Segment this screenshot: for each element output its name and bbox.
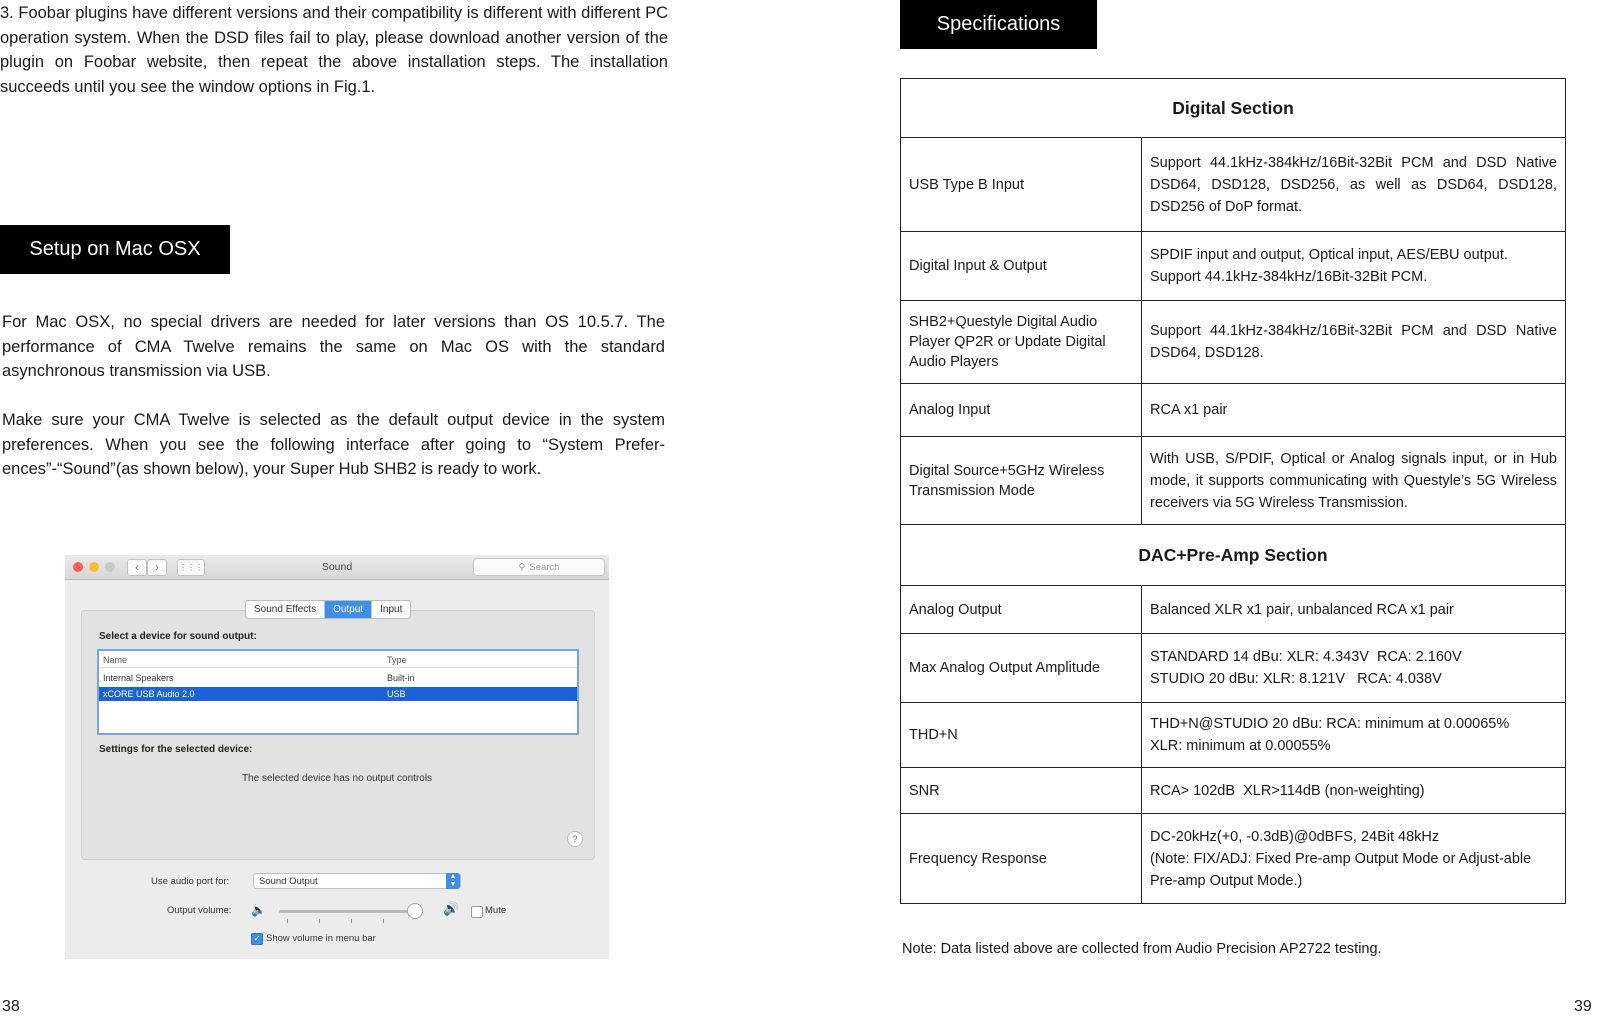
forward-chevron-icon: › <box>147 559 167 576</box>
audio-port-label: Use audio port for: <box>151 876 230 887</box>
search-icon: ⚲ <box>518 561 526 573</box>
spec-label: Digital Input & Output <box>901 232 1142 301</box>
section-label-specifications: Specifications <box>900 0 1097 49</box>
page-number-left: 38 <box>2 998 20 1015</box>
table-row <box>901 703 1566 768</box>
device-type: Built-in <box>387 673 415 683</box>
back-chevron-icon: ‹ <box>127 559 147 576</box>
column-name: Name <box>103 655 128 665</box>
spec-value-line: STANDARD 14 dBu: XLR: 4.343V RCA: 2.160V <box>1150 649 1462 665</box>
volume-slider-knob <box>407 903 423 919</box>
spec-value: With USB, S/PDIF, Optical or Analog signals input, or in Hub mode, it supports communicating with Questyle’s 5G Wireless receivers via 5G Wireless Transmission. <box>1142 437 1566 525</box>
help-icon: ? <box>567 831 583 847</box>
mac-paragraph-2: Make sure your CMA Twelve is selected as the default output device in the system preferences. When you see the following interface after going to “System Prefer-ences”-“Sound”(as shown below), your Super Hub SHB2 is ready to work. <box>2 411 665 478</box>
volume-slider-track <box>279 910 421 913</box>
spec-label: Frequency Response <box>901 814 1142 904</box>
table-row <box>901 79 1566 138</box>
tab-output: Output <box>325 601 372 618</box>
spec-value: RCA> 102dB XLR>114dB (non-weighting) <box>1142 768 1566 814</box>
audio-port-select <box>253 873 461 889</box>
spec-value-line: THD+N@STUDIO 20 dBu: RCA: minimum at 0.00065% <box>1150 716 1510 732</box>
settings-panel <box>81 610 595 860</box>
spec-label: Analog Output <box>901 586 1142 634</box>
spec-value <box>1142 634 1566 703</box>
specifications-table <box>900 78 1566 904</box>
spec-value: Support 44.1kHz-384kHz/16Bit-32Bit PCM and DSD Native DSD64, DSD128. <box>1142 301 1566 384</box>
spec-label: Digital Source+5GHz Wireless Transmission Mode <box>901 437 1142 525</box>
spec-label: USB Type B Input <box>901 138 1142 232</box>
settings-label: Settings for the selected device: <box>99 744 253 755</box>
spec-value-line: STUDIO 20 dBu: XLR: 8.121V RCA: 4.038V <box>1150 671 1442 687</box>
spec-value-line: (Note: FIX/ADJ: Fixed Pre-amp Output Mode or Adjust-able Pre-amp Output Mode.) <box>1150 850 1532 889</box>
spec-label: SNR <box>901 768 1142 814</box>
mac-paragraph-1: For Mac OSX, no special drivers are needed for later versions than OS 10.5.7. The performance of CMA Twelve remains the same on Mac OS with the standard asynchronous transmission via USB. <box>2 313 665 380</box>
sound-tabs <box>245 600 411 619</box>
list-item <box>99 671 577 685</box>
dac-section-title: DAC+Pre-Amp Section <box>901 525 1566 586</box>
select-arrows-icon: ▲ ▼ <box>446 873 460 889</box>
table-row <box>901 384 1566 437</box>
mute-checkbox <box>471 906 483 918</box>
speaker-low-icon: 🔈 <box>251 903 266 917</box>
audio-port-value: Sound Output <box>259 876 318 887</box>
device-list-header <box>99 653 577 668</box>
table-row <box>901 586 1566 634</box>
list-item-selected <box>99 687 577 701</box>
show-volume-label: Show volume in menu bar <box>266 933 376 944</box>
table-row <box>901 634 1566 703</box>
spec-value <box>1142 814 1566 904</box>
select-device-label: Select a device for sound output: <box>99 631 257 642</box>
sound-preferences-screenshot <box>65 555 609 959</box>
show-volume-checkbox: ✓ <box>251 933 263 945</box>
table-row <box>901 301 1566 384</box>
mute-label: Mute <box>485 905 507 916</box>
search-field <box>473 558 605 576</box>
slider-tick <box>319 919 320 923</box>
slider-tick <box>351 919 352 923</box>
digital-section-title: Digital Section <box>901 79 1566 138</box>
slider-tick <box>287 919 288 923</box>
spec-label: Analog Input <box>901 384 1142 437</box>
table-row <box>901 814 1566 904</box>
spec-label: THD+N <box>901 703 1142 768</box>
table-row <box>901 768 1566 814</box>
table-row <box>901 437 1566 525</box>
search-placeholder: Search <box>529 561 560 573</box>
device-list <box>97 649 579 735</box>
spec-value-line: DC-20kHz(+0, -0.3dB)@0dBFS, 24Bit 48kHz <box>1150 828 1440 845</box>
device-name: Internal Speakers <box>103 673 174 683</box>
spec-value: Balanced XLR x1 pair, unbalanced RCA x1 pair <box>1142 586 1566 634</box>
spec-label: Max Analog Output Amplitude <box>901 634 1142 703</box>
spec-label: SHB2+Questyle Digital Audio Player QP2R or Update Digital Audio Players <box>901 301 1142 384</box>
testing-note: Note: Data listed above are collected from Audio Precision AP2722 testing. <box>902 941 1382 957</box>
section-label-mac-setup: Setup on Mac OSX <box>0 225 230 274</box>
spec-value: SPDIF input and output, Optical input, AES/EBU output. Support 44.1kHz-384kHz/16Bit-32Bit PCM. <box>1142 232 1566 301</box>
grid-icon: ⋮⋮⋮ <box>177 559 205 576</box>
page-number-right: 39 <box>1574 998 1592 1015</box>
window-titlebar <box>65 555 609 580</box>
no-output-controls-text: The selected device has no output controls <box>241 773 433 784</box>
spec-value <box>1142 703 1566 768</box>
column-type: Type <box>387 655 407 665</box>
device-type: USB <box>387 689 406 699</box>
tab-sound-effects: Sound Effects <box>246 601 325 618</box>
spec-value: Support 44.1kHz-384kHz/16Bit-32Bit PCM and DSD Native DSD64, DSD128, DSD256, as well as DSD64, DSD128, DSD256 of DoP format. <box>1142 138 1566 232</box>
slider-tick <box>383 919 384 923</box>
speaker-high-icon: 🔊 <box>443 901 460 916</box>
tab-input: Input <box>380 604 403 615</box>
table-row <box>901 232 1566 301</box>
table-row <box>901 525 1566 586</box>
window-title: Sound <box>321 561 353 573</box>
spec-value-line: XLR: minimum at 0.00055% <box>1150 738 1331 754</box>
device-name: xCORE USB Audio 2.0 <box>103 689 195 699</box>
table-row <box>901 138 1566 232</box>
intro-paragraph: 3. Foobar plugins have different versions and their compatibility is different with different PC operation system. When the DSD files fail to play, please download another version of the plugin on Foobar website, then repeat the above installation steps. The installation succeeds until you see the window options in Fig.1. <box>0 4 668 96</box>
output-volume-label: Output volume: <box>167 905 232 916</box>
spec-value: RCA x1 pair <box>1142 384 1566 437</box>
